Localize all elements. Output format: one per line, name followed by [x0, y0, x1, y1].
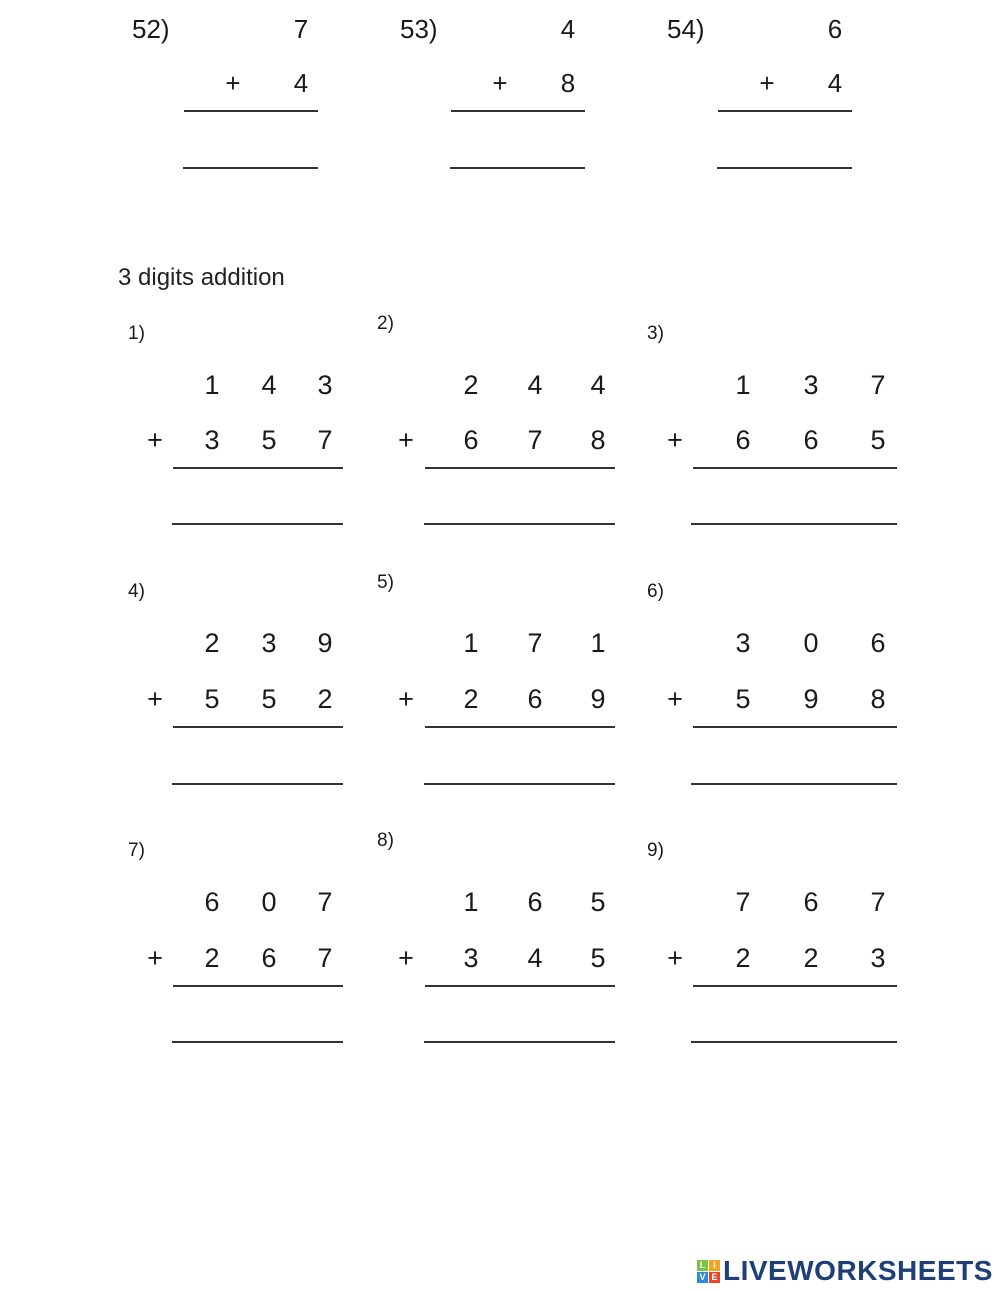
top-digit-tens: 4 [527, 370, 543, 400]
bottom-digit-ones: 8 [590, 425, 606, 455]
logo-letter-i: I [709, 1260, 720, 1271]
top-digit-hundreds: 1 [463, 628, 479, 658]
problem-label: 1) [128, 323, 145, 344]
top-digit-hundreds: 2 [204, 628, 220, 658]
top-digit-tens: 0 [261, 887, 277, 917]
sum-line [451, 110, 585, 112]
top-digit: 4 [560, 14, 576, 44]
section-heading: 3 digits addition [118, 264, 285, 291]
bottom-digit-tens: 6 [803, 425, 819, 455]
top-digit: 7 [293, 14, 309, 44]
answer-line [450, 167, 585, 169]
plus-sign: + [667, 684, 683, 714]
top-digit-hundreds: 1 [463, 887, 479, 917]
plus-sign: + [398, 684, 414, 714]
top-digit-hundreds: 1 [204, 370, 220, 400]
top-digit-ones: 3 [317, 370, 333, 400]
plus-sign: + [147, 684, 163, 714]
top-digit-tens: 3 [803, 370, 819, 400]
answer-line [691, 523, 897, 525]
plus-sign: + [667, 943, 683, 973]
bottom-digit-hundreds: 3 [204, 425, 220, 455]
bottom-digit-ones: 5 [590, 943, 606, 973]
problem-label: 2) [377, 313, 394, 334]
sum-line [184, 110, 318, 112]
sum-line [173, 467, 343, 469]
answer-line [424, 523, 615, 525]
plus-sign: + [398, 943, 414, 973]
bottom-digit-ones: 3 [870, 943, 886, 973]
sum-line [693, 985, 897, 987]
top-digit-tens: 6 [803, 887, 819, 917]
problem-label: 8) [377, 830, 394, 851]
answer-line [424, 783, 615, 785]
bottom-digit-hundreds: 2 [463, 684, 479, 714]
bottom-digit-tens: 6 [261, 943, 277, 973]
top-digit-hundreds: 6 [204, 887, 220, 917]
answer-line [172, 783, 343, 785]
top-digit-ones: 7 [317, 887, 333, 917]
bottom-digit-ones: 7 [317, 425, 333, 455]
answer-input[interactable] [173, 492, 343, 524]
answer-input[interactable] [173, 1010, 343, 1042]
logo-letter-e: E [709, 1272, 720, 1283]
bottom-digit-tens: 4 [527, 943, 543, 973]
bottom-digit-ones: 9 [590, 684, 606, 714]
sum-line [693, 726, 897, 728]
top-digit-ones: 1 [590, 628, 606, 658]
answer-input[interactable] [184, 136, 318, 168]
problem-label: 9) [647, 840, 664, 861]
problem-label: 4) [128, 581, 145, 602]
top-digit-hundreds: 7 [735, 887, 751, 917]
bottom-digit-tens: 6 [527, 684, 543, 714]
answer-input[interactable] [693, 751, 897, 783]
sum-line [425, 467, 615, 469]
sum-line [693, 467, 897, 469]
answer-input[interactable] [173, 751, 343, 783]
bottom-digit-hundreds: 2 [204, 943, 220, 973]
bottom-digit-hundreds: 3 [463, 943, 479, 973]
liveworksheets-logo [697, 1255, 993, 1287]
top-digit-hundreds: 3 [735, 628, 751, 658]
top-digit-tens: 7 [527, 628, 543, 658]
answer-input[interactable] [425, 1010, 615, 1042]
bottom-digit-tens: 2 [803, 943, 819, 973]
answer-input[interactable] [693, 1010, 897, 1042]
top-digit-tens: 4 [261, 370, 277, 400]
sum-line [173, 726, 343, 728]
bottom-digit-hundreds: 2 [735, 943, 751, 973]
logo-letter-v: V [697, 1272, 708, 1283]
live-cube-icon [697, 1260, 720, 1283]
bottom-digit-hundreds: 6 [735, 425, 751, 455]
bottom-digit: 4 [293, 68, 309, 98]
bottom-digit-ones: 2 [317, 684, 333, 714]
problem-label: 6) [647, 581, 664, 602]
top-digit-tens: 3 [261, 628, 277, 658]
answer-line [172, 1041, 343, 1043]
answer-line [717, 167, 852, 169]
problem-label: 53) [400, 14, 438, 44]
bottom-digit-tens: 5 [261, 425, 277, 455]
plus-sign: + [667, 425, 683, 455]
bottom-digit-tens: 9 [803, 684, 819, 714]
problem-label: 52) [132, 14, 170, 44]
top-digit-ones: 5 [590, 887, 606, 917]
top-digit-hundreds: 1 [735, 370, 751, 400]
problem-label: 54) [667, 14, 705, 44]
answer-input[interactable] [425, 492, 615, 524]
top-digit-hundreds: 2 [463, 370, 479, 400]
answer-input[interactable] [718, 136, 852, 168]
bottom-digit-hundreds: 5 [204, 684, 220, 714]
plus-sign: + [398, 425, 414, 455]
bottom-digit-hundreds: 6 [463, 425, 479, 455]
bottom-digit: 4 [827, 68, 843, 98]
top-digit-ones: 6 [870, 628, 886, 658]
plus-sign: + [147, 425, 163, 455]
problem-label: 7) [128, 840, 145, 861]
problem-label: 3) [647, 323, 664, 344]
sum-line [173, 985, 343, 987]
answer-line [424, 1041, 615, 1043]
top-digit-ones: 9 [317, 628, 333, 658]
answer-input[interactable] [451, 136, 585, 168]
bottom-digit-ones: 5 [870, 425, 886, 455]
answer-input[interactable] [693, 492, 897, 524]
answer-input[interactable] [425, 751, 615, 783]
bottom-digit-tens: 7 [527, 425, 543, 455]
top-digit: 6 [827, 14, 843, 44]
problem-label: 5) [377, 572, 394, 593]
logo-text: LIVEWORKSHEETS [723, 1255, 993, 1286]
answer-line [691, 783, 897, 785]
top-digit-tens: 0 [803, 628, 819, 658]
logo-letter-l: L [697, 1260, 708, 1271]
answer-line [183, 167, 318, 169]
answer-line [172, 523, 343, 525]
bottom-digit-ones: 8 [870, 684, 886, 714]
top-digit-tens: 6 [527, 887, 543, 917]
sum-line [425, 985, 615, 987]
plus-sign: + [492, 68, 508, 98]
sum-line [425, 726, 615, 728]
plus-sign: + [225, 68, 241, 98]
top-digit-ones: 7 [870, 887, 886, 917]
bottom-digit-ones: 7 [317, 943, 333, 973]
top-digit-ones: 7 [870, 370, 886, 400]
plus-sign: + [147, 943, 163, 973]
top-digit-ones: 4 [590, 370, 606, 400]
bottom-digit-tens: 5 [261, 684, 277, 714]
bottom-digit-hundreds: 5 [735, 684, 751, 714]
sum-line [718, 110, 852, 112]
plus-sign: + [759, 68, 775, 98]
bottom-digit: 8 [560, 68, 576, 98]
answer-line [691, 1041, 897, 1043]
